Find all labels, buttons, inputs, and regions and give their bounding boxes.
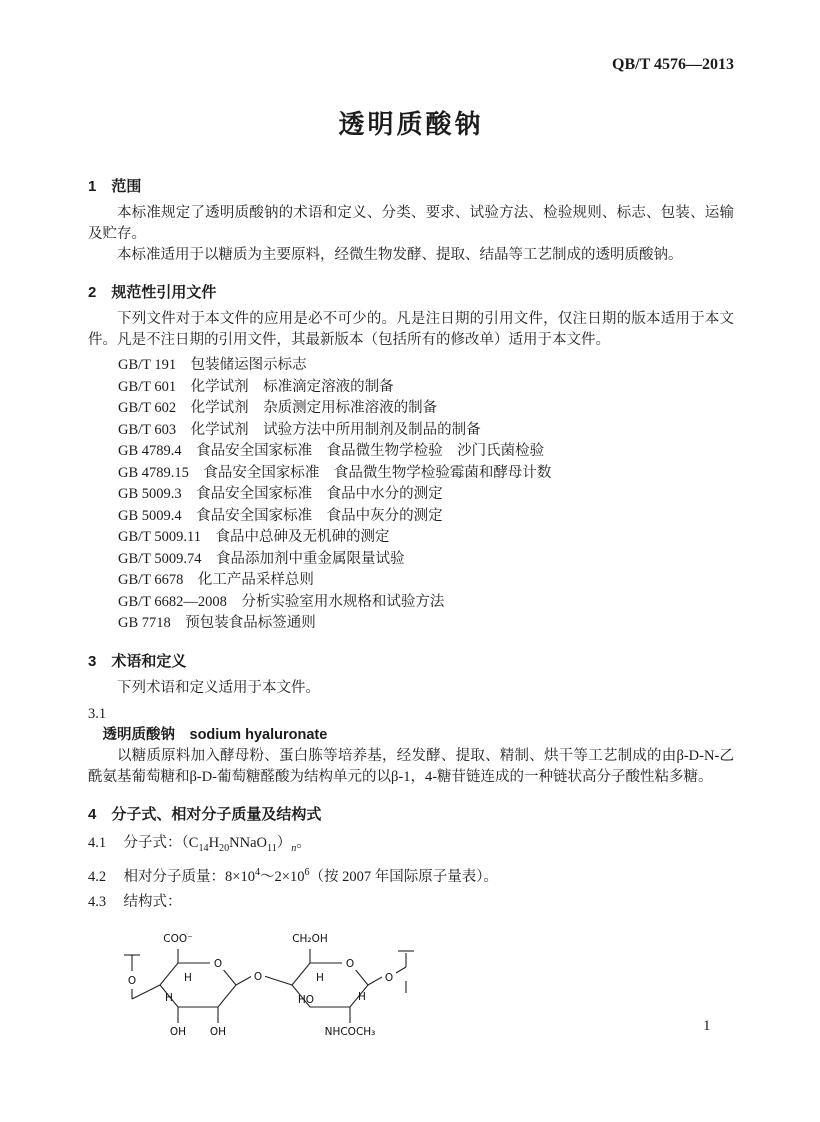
chemical-structure [116,923,734,1058]
structure-diagram [116,923,476,1053]
terminal-oxygen-label: O [384,972,394,985]
reference-item: GB 4789.15 食品安全国家标准 食品微生物学检验霉菌和酵母计数 [118,464,552,481]
section-1-paragraph-2: 本标准适用于以糖质为主要原料，经微生物发酵、提取、结晶等工艺制成的透明质酸钠。 [117,247,683,263]
acetamido-label: NHCOCH₃ [324,1026,376,1039]
hydroxyl-label: OH [209,1026,227,1039]
reference-list [118,355,734,635]
clause-4-1-number: 4.1 [88,834,107,851]
atom-o-label: O [127,975,137,988]
bridge-oxygen-label: O [253,971,263,984]
term-definition: 以糖质原料加入酵母粉、蛋白胨等培养基，经发酵、提取、精制、烘干等工艺制成的由β-D-N-乙酰氨基葡萄糖和β-D-葡萄糖醛酸为结构单元的以β-1，4-糖苷链连成的一种链状高分子酸性粘多糖。 [88,747,734,785]
clause-number-3-1: 3.1 [88,705,107,722]
reference-item: GB/T 5009.11 食品中总砷及无机砷的测定 [118,529,390,545]
reference-item: GB/T 5009.74 食品添加剂中重金属限量试验 [118,550,405,567]
reference-item: GB/T 602 化学试剂 杂质测定用标准溶液的制备 [118,400,438,416]
reference-item: GB/T 6678 化工产品采样总则 [118,572,314,588]
hydrogen-label: H [358,991,366,1004]
standard-number: QB/T 4576—2013 [612,56,734,73]
reference-item: GB/T 601 化学试剂 标准滴定溶液的制备 [118,378,394,395]
hydroxyl-label: OH [169,1026,187,1039]
hydroxyl-ho-label: HO [297,994,315,1007]
structure-label: 结构式： [123,894,182,911]
section-1-heading: 1 范围 [88,178,142,195]
section-1-paragraph-1: 本标准规定了透明质酸钠的术语和定义、分类、要求、试验方法、检验规则、标志、包装、运输及贮存。 [88,205,734,242]
reference-item: GB 5009.3 食品安全国家标准 食品中水分的测定 [118,486,443,502]
clause-4-2 [88,860,734,890]
reference-item: GB 4789.4 食品安全国家标准 食品微生物学检验 沙门氏菌检验 [118,443,545,459]
clause-4-2-number: 4.2 [88,869,107,886]
reference-item: GB 5009.4 食品安全国家标准 食品中灰分的测定 [118,507,443,524]
reference-item: GB/T 191 包装储运图示标志 [118,357,307,373]
section-2-heading: 2 规范性引用文件 [88,284,217,301]
hydrogen-label: H [316,972,324,985]
clause-4-3 [88,890,734,915]
hydrogen-label: H [184,972,192,985]
clause-4-3-number: 4.3 [88,894,107,911]
hydroxymethyl-label: CH₂OH [292,933,328,946]
section-2-intro: 下列文件对于本文件的应用是必不可少的。凡是注日期的引用文件，仅注日期的版本适用于本文件。凡是不注日期的引用文件，其最新版本（包括所有的修改单）适用于本文件。 [88,311,734,348]
page-number: 1 [703,1018,711,1034]
section-3-intro: 下列术语和定义适用于本文件。 [117,679,320,696]
section-4-heading: 4 分子式、相对分子质量及结构式 [88,805,322,823]
reference-item: GB 7718 预包装食品标签通则 [118,615,316,631]
ring-oxygen-label: O [345,958,355,971]
reference-item: GB/T 603 化学试剂 试验方法中所用制剂及制品的制备 [118,421,481,438]
clause-4-1 [88,831,734,861]
molecular-mass: 相对分子质量：$8\times 10^4\sim 2\times 10^6$（按 2007 年国际原子量表）。 [123,867,499,886]
section-3-heading: 3 术语和定义 [88,652,187,670]
reference-item: GB/T 6682—2008 分析实验室用水规格和试验方法 [118,593,445,610]
molecular-formula: 分子式：$(C_{14}H_{20}NNaO_{11})_n$。 [123,834,311,854]
hydrogen-label: H [165,992,173,1005]
ring-oxygen-label: O [213,958,223,971]
carboxylate-label: COO⁻ [163,933,193,946]
document-title: 透明质酸钠 [338,109,484,139]
term-line: 透明质酸钠 sodium hyaluronate [102,726,328,743]
